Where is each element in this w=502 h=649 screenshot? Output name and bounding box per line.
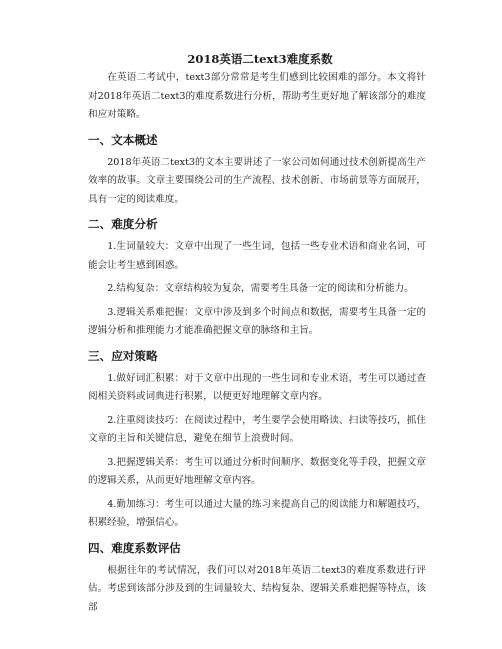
section-heading: 三、应对策略 [88, 348, 158, 363]
section-overview [88, 131, 426, 210]
paragraph: 2.结构复杂：文章结构较为复杂，需要考生具备一定的阅读和分析能力。 [107, 283, 414, 294]
paragraph: 3.逻辑关系难把握：文章中涉及到多个时间点和数据，需要考生具备一定的逻辑分析和推理能力才能准确把握文章的脉络和主旨。 [88, 306, 426, 336]
document-title: 2018英语二text3难度系数 [187, 52, 333, 66]
section-strategies [88, 347, 426, 533]
section-heading: 二、难度分析 [88, 217, 158, 231]
paragraph: 1.生词量较大：文章中出现了一些生词，包括一些专业术语和商业名词，可能会让考生感到困惑。 [88, 241, 426, 271]
section-heading: 四、难度系数评估 [88, 540, 181, 555]
section-difficulty-analysis [88, 215, 426, 341]
paragraph: 1.做好词汇积累：对于文章中出现的一些生词和专业术语，考生可以通过查阅相关资料或词典进行积累，以便更好地理解文章内容。 [88, 372, 426, 402]
paragraph: 2018年英语二text3的文本主要讲述了一家公司如何通过技术创新提高生产效率的故事。文章主要围绕公司的生产流程、技术创新、市场前景等方面展开，具有一定的阅读难度。 [88, 156, 426, 205]
paragraph: 根据往年的考试情况，我们可以对2018年英语二text3的难度系数进行评估。考虑到该部分涉及到的生词量较大、结构复杂、逻辑关系难把握等特点，该部 [88, 564, 426, 613]
section-difficulty-evaluation [88, 539, 426, 618]
section-heading: 一、文本概述 [88, 132, 158, 147]
intro-paragraph: 在英语二考试中，text3部分常常是考生们感到比较困难的部分。本文将针对2018年英语二text3的难度系数进行分析，帮助考生更好地了解该部分的难度和应对策略。 [88, 72, 426, 120]
paragraph: 2.注重阅读技巧：在阅读过程中，考生要学会使用略读、扫读等技巧，抓住文章的主旨和关键信息，避免在细节上浪费时间。 [88, 414, 426, 444]
paragraph: 3.把握逻辑关系：考生可以通过分析时间顺序、数据变化等手段，把握文章的逻辑关系，从而更好地理解文章内容。 [88, 456, 426, 486]
paragraph: 4.勤加练习：考生可以通过大量的练习来提高自己的阅读能力和解题技巧，积累经验，增强信心。 [88, 498, 426, 528]
